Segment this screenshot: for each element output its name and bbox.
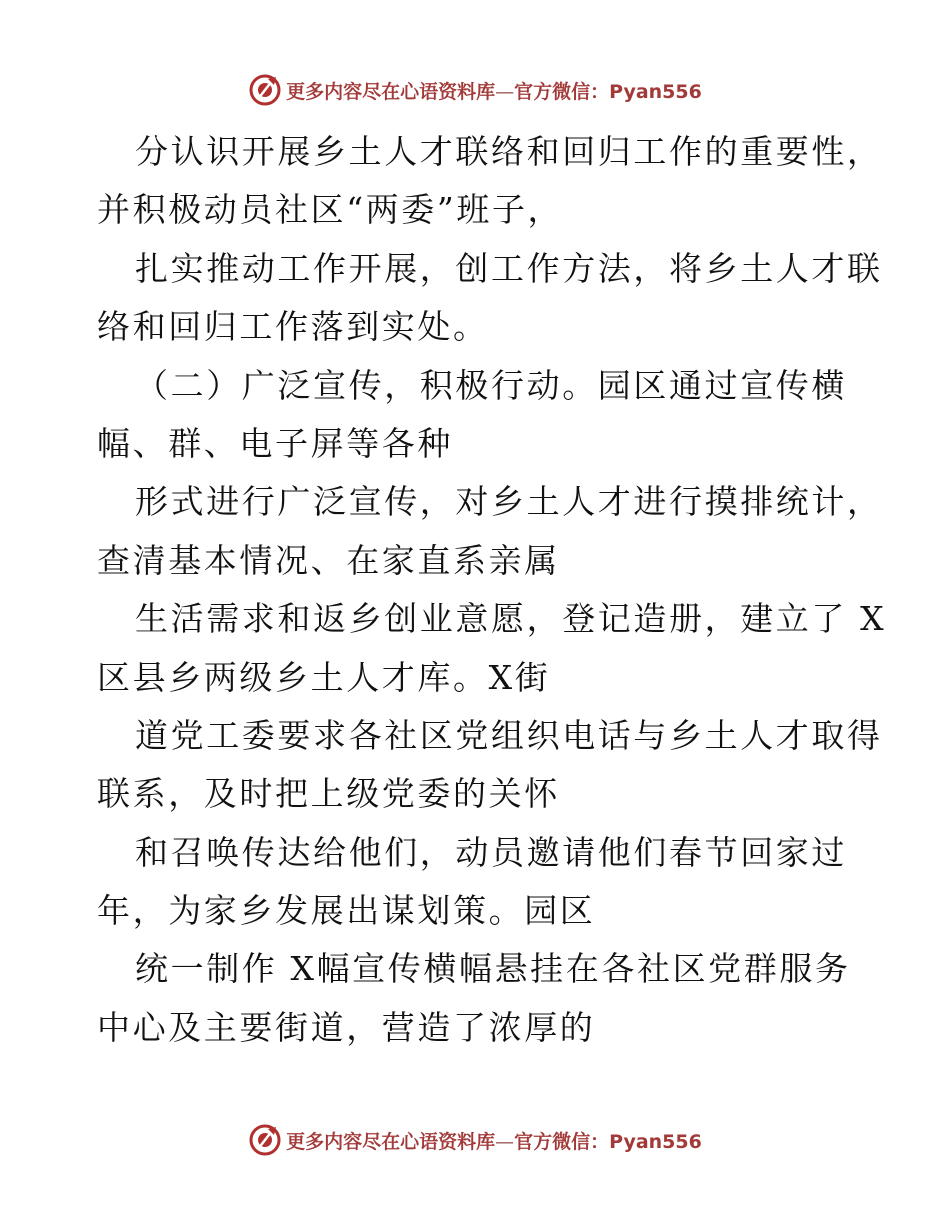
brand-logo-icon (248, 73, 282, 107)
body-text-line: 幅、群、电子屏等各种 (97, 423, 453, 463)
header-watermark-contact: 官方微信：Pyan556 (514, 80, 702, 103)
body-text-line: 道党工委要求各社区党组织电话与乡土人才取得 (135, 715, 883, 755)
document-body (97, 123, 887, 1057)
brand-logo-icon (248, 1123, 282, 1157)
body-text-line: 查清基本情况、在家直系亲属 (97, 540, 560, 580)
body-text-line: 联系，及时把上级党委的关怀 (97, 774, 560, 814)
body-text-line: 扎实推动工作开展，创工作方法，将乡土人才联 (135, 248, 883, 288)
body-text-line: 生活需求和返乡创业意愿，登记造册，建立了 X (135, 599, 887, 639)
header-watermark-main: 更多内容尽在心语资料库 (286, 80, 496, 103)
footer-watermark-contact: 官方微信：Pyan556 (514, 1130, 702, 1153)
body-text-line: 年，为家乡发展出谋划策。园区 (97, 891, 596, 931)
body-text-line: 统一制作 X幅宣传横幅悬挂在各社区党群服务 (135, 949, 851, 989)
body-text-line: 中心及主要街道，营造了浓厚的 (97, 1007, 596, 1047)
body-text-line: 区县乡两级乡土人才库。X街 (97, 657, 551, 697)
body-text-line: 分认识开展乡土人才联络和回归工作的重要性， (135, 132, 883, 171)
body-text-line: 形式进行广泛宣传，对乡土人才进行摸排统计， (135, 482, 883, 522)
footer-watermark-text (286, 1127, 702, 1154)
footer-watermark-dash: — (495, 1130, 515, 1153)
body-text-line: （二）广泛宣传，积极行动。园区通过宣传横 (135, 365, 847, 405)
body-text-line: 并积极动员社区“两委”班子， (97, 190, 564, 230)
footer-watermark-banner (0, 1122, 950, 1158)
header-watermark-text (286, 77, 702, 104)
body-text-line: 和召唤传达给他们，动员邀请他们春节回家过 (135, 832, 847, 872)
header-watermark-banner (0, 72, 950, 108)
header-watermark-dash: — (495, 80, 515, 103)
body-text-line: 络和回归工作落到实处。 (97, 307, 489, 347)
footer-watermark-main: 更多内容尽在心语资料库 (286, 1130, 496, 1153)
